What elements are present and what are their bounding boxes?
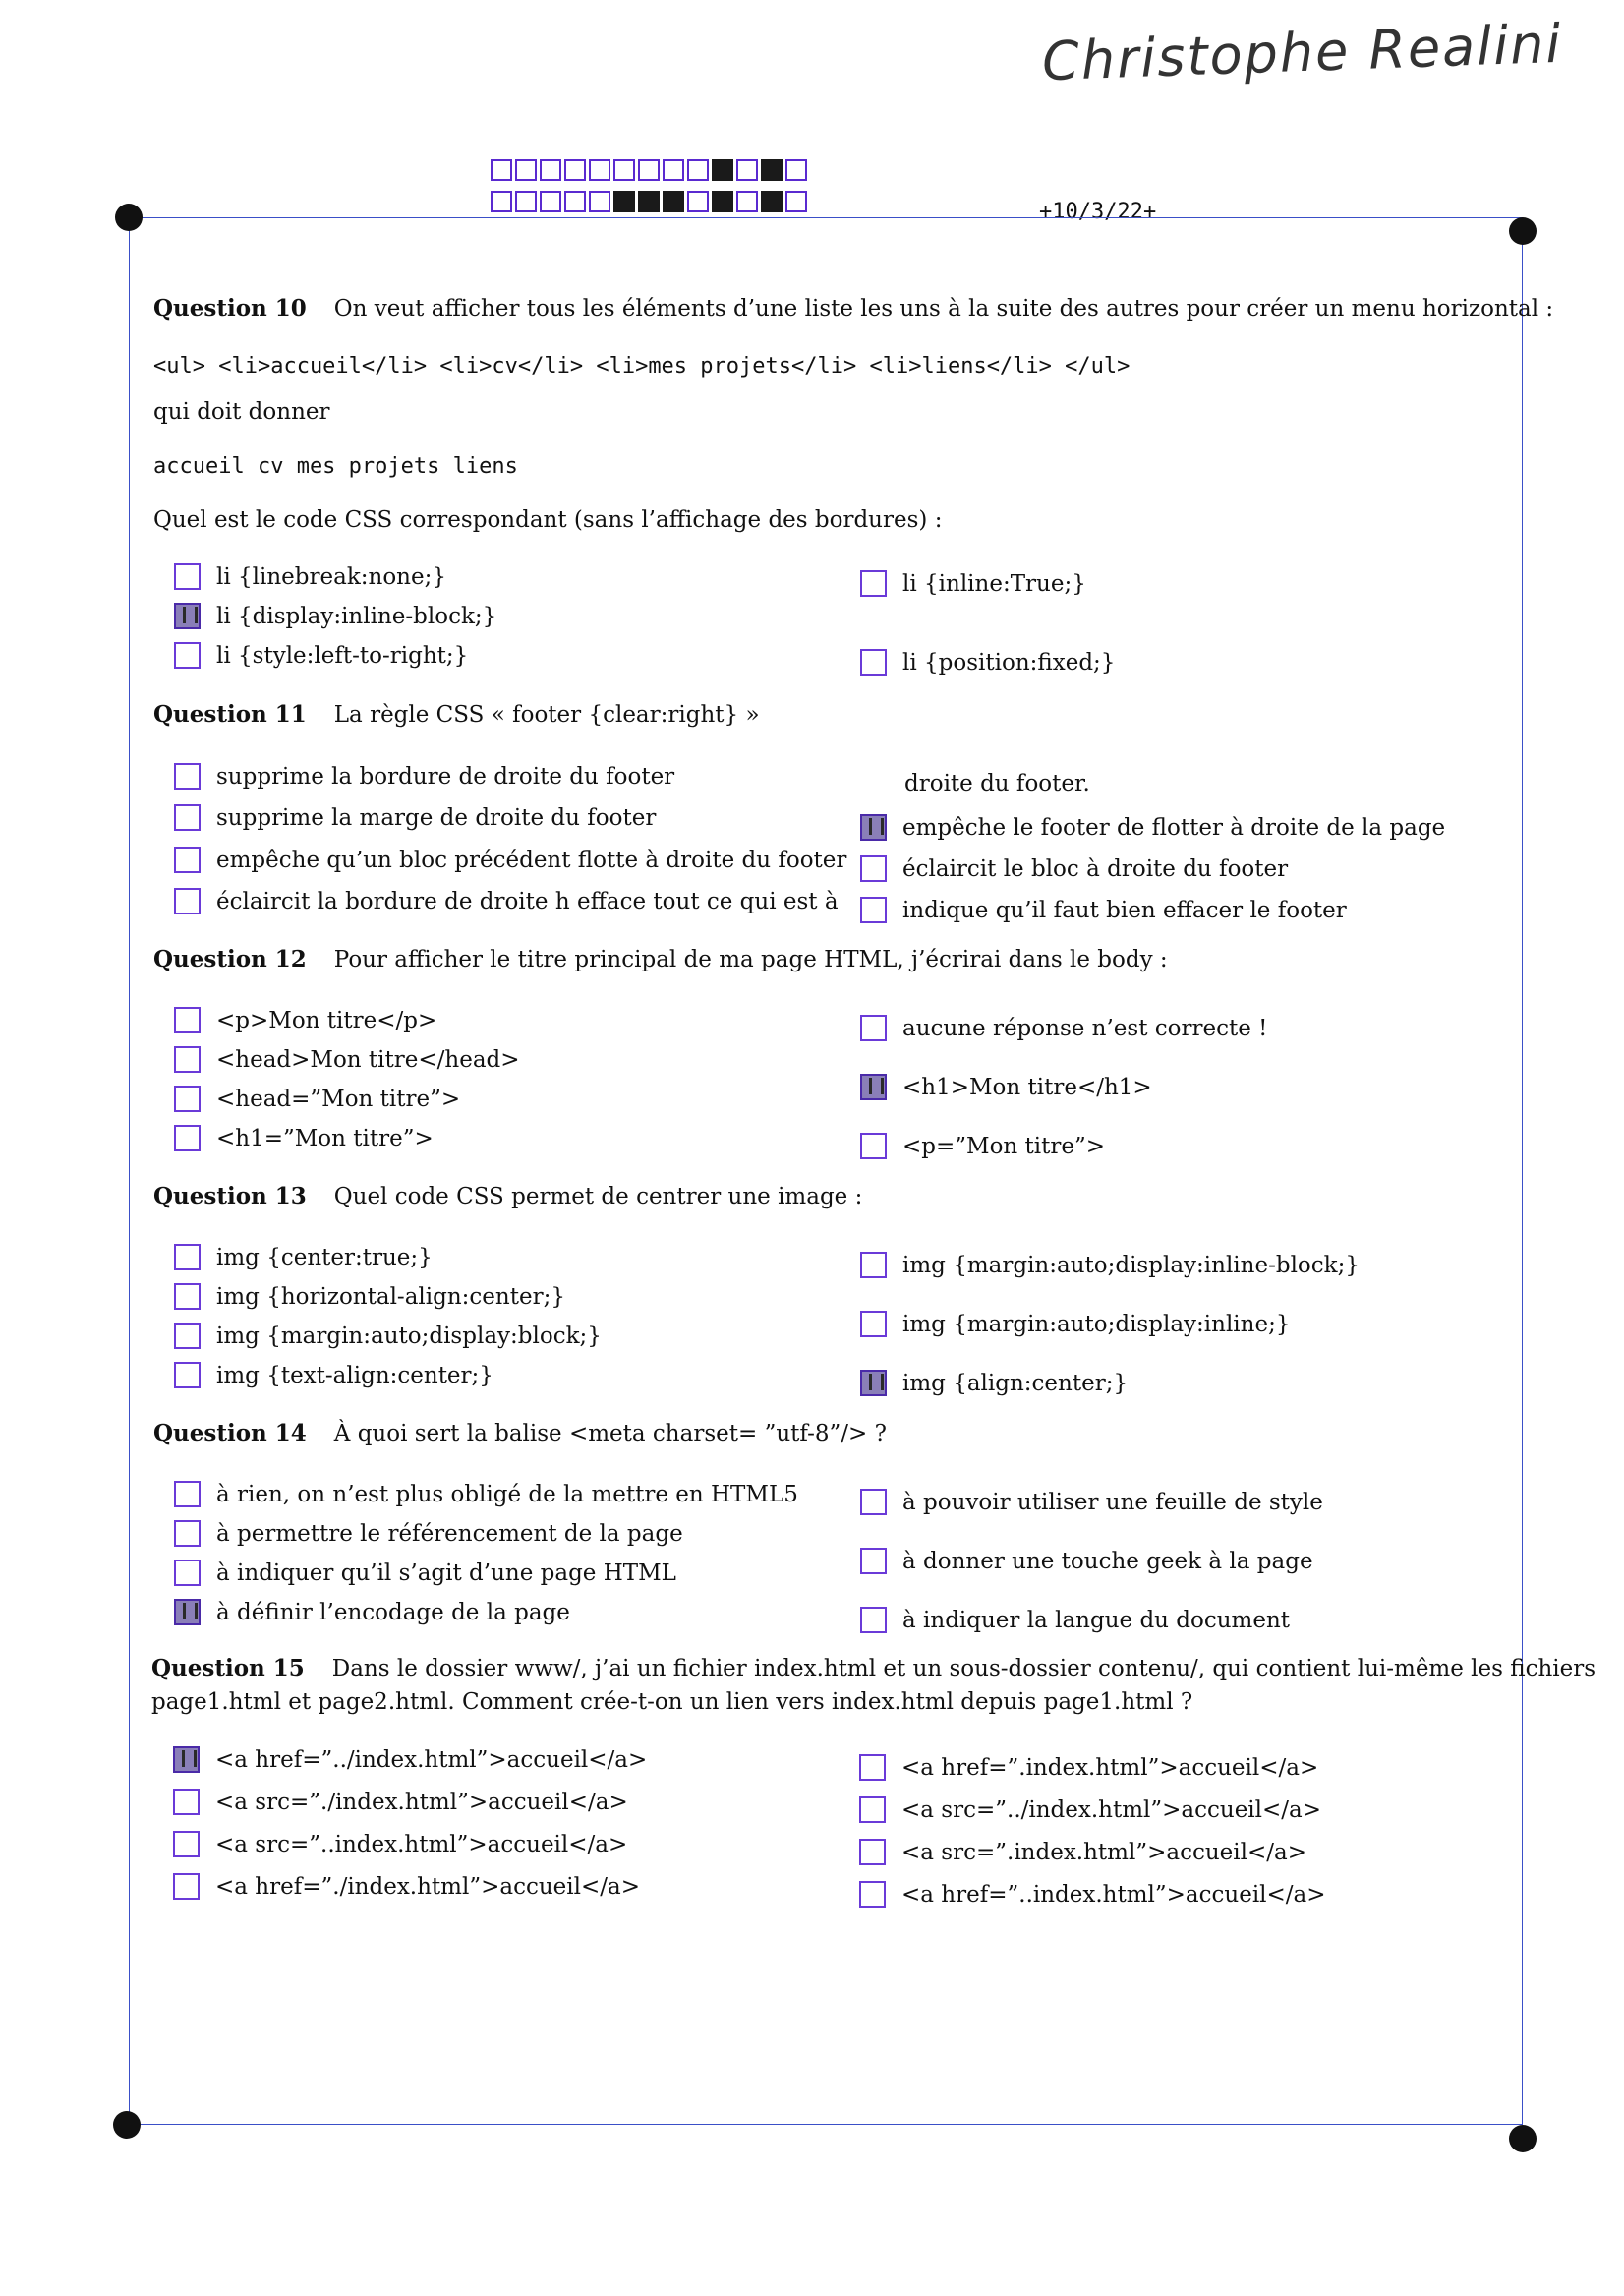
answer-label: empêche qu’un bloc précédent flotte à droite du footer [216, 847, 847, 873]
corner-marker [1509, 217, 1537, 245]
answer-checkbox[interactable] [174, 1560, 201, 1586]
answer-label: <a src=”..index.html”>accueil</a> [215, 1831, 628, 1857]
corner-marker [1509, 2125, 1537, 2152]
answer-label: <head=”Mon titre”> [216, 1086, 461, 1112]
answer-option[interactable] [174, 603, 496, 629]
answer-label: <a src=”../index.html”>accueil</a> [901, 1796, 1322, 1823]
answer-option[interactable] [174, 642, 468, 669]
answer-label: img {margin:auto;display:inline-block;} [902, 1252, 1360, 1278]
answer-label: à définir l’encodage de la page [216, 1599, 570, 1625]
question-prompt: Quel code CSS permet de centrer une image : [333, 1184, 863, 1209]
answer-checkbox[interactable] [174, 1323, 201, 1349]
answer-label: img {margin:auto;display:inline;} [902, 1311, 1291, 1337]
answer-option[interactable] [174, 1125, 434, 1151]
answer-checkbox[interactable] [174, 763, 201, 790]
id-box-empty [515, 159, 537, 181]
answer-checkbox[interactable] [860, 1133, 887, 1159]
answer-option[interactable] [174, 1283, 565, 1310]
answer-checkbox-checked[interactable] [173, 1746, 200, 1773]
answer-label: li {display:inline-block;} [216, 603, 497, 629]
question-prompt: Dans le dossier www/, j’ai un fichier index.html et un sous-dossier contenu/, qui contient lui-même les fichiers [331, 1656, 1596, 1681]
question-prompt: La règle CSS « footer {clear:right} » [333, 702, 760, 728]
answer-label: li {linebreak:none;} [216, 563, 446, 590]
question-14-header [153, 1420, 887, 1446]
answer-label: <a href=”../index.html”>accueil</a> [215, 1746, 648, 1773]
id-box-empty [736, 159, 758, 181]
id-box-empty [687, 159, 709, 181]
answer-option[interactable] [174, 1481, 798, 1507]
id-box-empty [491, 159, 512, 181]
corner-marker [115, 204, 143, 231]
id-box-empty [638, 159, 660, 181]
answer-option[interactable] [860, 1607, 1290, 1633]
answer-option[interactable] [859, 1754, 1318, 1781]
answer-checkbox[interactable] [173, 1873, 200, 1900]
answer-label: à rien, on n’est plus obligé de la mettre en HTML5 [216, 1481, 798, 1507]
answer-checkbox[interactable] [174, 1283, 201, 1310]
id-box-empty [589, 191, 610, 212]
answer-checkbox[interactable] [174, 642, 201, 669]
question-prompt: Pour afficher le titre principal de ma page HTML, j’écrirai dans le body : [333, 947, 1168, 972]
answer-checkbox[interactable] [173, 1789, 200, 1815]
id-box-filled [761, 159, 783, 181]
id-box-empty [540, 191, 561, 212]
id-code-row-2 [491, 191, 810, 212]
answer-label: <h1>Mon titre</h1> [902, 1074, 1152, 1100]
answer-label: <a href=”./index.html”>accueil</a> [215, 1873, 640, 1900]
answer-label: img {text-align:center;} [216, 1362, 493, 1388]
answer-option[interactable] [174, 1362, 493, 1388]
page-stamp: +10/3/22+ [1039, 200, 1157, 224]
question-label: Question 15 [151, 1655, 305, 1681]
answer-option[interactable] [860, 1548, 1313, 1574]
answer-checkbox[interactable] [859, 1839, 886, 1865]
answer-label: li {position:fixed;} [902, 649, 1116, 676]
answer-label: img {horizontal-align:center;} [216, 1283, 565, 1310]
id-box-filled [712, 191, 733, 212]
question-15-header [151, 1655, 1595, 1681]
answer-option[interactable] [860, 1311, 1290, 1337]
answer-checkbox[interactable] [860, 649, 887, 676]
answer-checkbox[interactable] [174, 1086, 201, 1112]
answer-option[interactable] [174, 847, 846, 873]
question-label: Question 12 [153, 946, 307, 972]
answer-option[interactable] [859, 1796, 1321, 1823]
answer-label: à pouvoir utiliser une feuille de style [902, 1489, 1323, 1515]
answer-option[interactable] [860, 1252, 1360, 1278]
answer-label: <a href=”..index.html”>accueil</a> [901, 1881, 1326, 1908]
answer-option[interactable] [173, 1873, 640, 1900]
answer-checkbox[interactable] [860, 1548, 887, 1574]
id-box-empty [515, 191, 537, 212]
question-10-code: <ul> <li>accueil</li> <li>cv</li> <li>mes projets</li> <li>liens</li> </ul> [153, 354, 1131, 379]
answer-label: <h1=”Mon titre”> [216, 1125, 434, 1151]
answer-checkbox[interactable] [174, 1046, 201, 1073]
answer-option[interactable] [174, 1599, 570, 1625]
answer-option[interactable] [860, 649, 1115, 676]
id-box-empty [687, 191, 709, 212]
answer-checkbox[interactable] [174, 1007, 201, 1033]
answer-option[interactable] [860, 1489, 1323, 1515]
answer-checkbox-checked[interactable] [860, 1370, 887, 1396]
answer-option[interactable] [174, 563, 446, 590]
answer-option[interactable] [174, 888, 839, 914]
answer-option[interactable] [860, 1074, 1152, 1100]
answer-checkbox-checked[interactable] [174, 603, 201, 629]
question-label: Question 13 [153, 1183, 307, 1209]
answer-option[interactable] [860, 1015, 1267, 1041]
answer-label: <p=”Mon titre”> [902, 1133, 1106, 1159]
answer-checkbox[interactable] [174, 563, 201, 590]
id-box-empty [564, 159, 586, 181]
id-box-filled [638, 191, 660, 212]
answer-label: aucune réponse n’est correcte ! [902, 1015, 1268, 1041]
answer-checkbox[interactable] [174, 1362, 201, 1388]
handwritten-signature: Christophe Realini [1041, 12, 1564, 93]
answer-option[interactable] [860, 1370, 1128, 1396]
answer-option[interactable] [174, 1007, 436, 1033]
answer-option[interactable] [174, 1323, 602, 1349]
answer-label-continued: droite du footer. [904, 771, 1090, 796]
question-10-header [153, 295, 1553, 322]
answer-option[interactable] [860, 570, 1086, 597]
answer-label: <a href=”.index.html”>accueil</a> [901, 1754, 1319, 1781]
question-label: Question 10 [153, 295, 307, 322]
answer-option[interactable] [173, 1789, 628, 1815]
answer-option[interactable] [174, 1560, 676, 1586]
question-15-prompt-continued: page1.html et page2.html. Comment crée-t-on un lien vers index.html depuis page1.html ? [151, 1689, 1193, 1715]
question-label: Question 11 [153, 701, 307, 728]
answer-label: supprime la bordure de droite du footer [216, 763, 675, 790]
question-label: Question 14 [153, 1420, 307, 1446]
answer-checkbox[interactable] [859, 1754, 886, 1781]
answer-checkbox[interactable] [859, 1881, 886, 1908]
answer-checkbox[interactable] [860, 1252, 887, 1278]
answer-label: <a src=”./index.html”>accueil</a> [215, 1789, 628, 1815]
answer-label: à permettre le référencement de la page [216, 1520, 683, 1547]
answer-option[interactable] [860, 897, 1347, 923]
answer-option[interactable] [860, 814, 1445, 841]
answer-label: <head>Mon titre</head> [216, 1046, 520, 1073]
answer-option[interactable] [173, 1831, 627, 1857]
id-box-empty [736, 191, 758, 212]
answer-option[interactable] [173, 1746, 647, 1773]
corner-marker [113, 2111, 141, 2139]
id-box-empty [540, 159, 561, 181]
question-prompt: On veut afficher tous les éléments d’une liste les uns à la suite des autres pour créer un menu horizontal : [333, 296, 1554, 322]
answer-label: éclaircit la bordure de droite h efface tout ce qui est à [216, 888, 839, 914]
answer-label: img {center:true;} [216, 1244, 433, 1270]
answer-checkbox[interactable] [860, 1311, 887, 1337]
question-13-header [153, 1183, 862, 1209]
id-box-empty [564, 191, 586, 212]
answer-checkbox[interactable] [860, 897, 887, 923]
answer-label: empêche le footer de flotter à droite de la page [902, 814, 1446, 841]
answer-checkbox[interactable] [174, 804, 201, 831]
id-box-filled [663, 191, 684, 212]
answer-checkbox[interactable] [174, 1481, 201, 1507]
id-box-empty [491, 191, 512, 212]
question-prompt: À quoi sert la balise <meta charset= ”utf-8”/> ? [333, 1421, 887, 1446]
id-box-empty [613, 159, 635, 181]
answer-option[interactable] [860, 855, 1288, 882]
answer-label: indique qu’il faut bien effacer le footer [902, 897, 1347, 923]
question-11-header [153, 701, 760, 728]
answer-checkbox[interactable] [173, 1831, 200, 1857]
answer-checkbox[interactable] [860, 855, 887, 882]
id-box-filled [761, 191, 783, 212]
answer-label: à indiquer la langue du document [902, 1607, 1291, 1633]
answer-option[interactable] [174, 1046, 520, 1073]
id-code-row-1 [491, 159, 810, 181]
answer-checkbox-checked[interactable] [174, 1599, 201, 1625]
answer-checkbox[interactable] [174, 888, 201, 914]
question-10-text: qui doit donner [153, 399, 330, 425]
answer-label: supprime la marge de droite du footer [216, 804, 657, 831]
answer-checkbox[interactable] [174, 1520, 201, 1547]
answer-checkbox[interactable] [174, 1125, 201, 1151]
answer-label: img {margin:auto;display:block;} [216, 1323, 602, 1349]
answer-option[interactable] [859, 1839, 1306, 1865]
answer-checkbox-checked[interactable] [860, 814, 887, 841]
answer-checkbox[interactable] [860, 1489, 887, 1515]
answer-option[interactable] [174, 1244, 433, 1270]
answer-checkbox[interactable] [859, 1796, 886, 1823]
answer-label: à donner une touche geek à la page [902, 1548, 1313, 1574]
id-box-filled [613, 191, 635, 212]
answer-checkbox[interactable] [860, 1015, 887, 1041]
answer-checkbox[interactable] [174, 1244, 201, 1270]
answer-label: éclaircit le bloc à droite du footer [902, 855, 1289, 882]
question-10-text: Quel est le code CSS correspondant (sans l’affichage des bordures) : [153, 507, 943, 533]
answer-label: à indiquer qu’il s’agit d’une page HTML [216, 1560, 676, 1586]
question-10-code-result: accueil cv mes projets liens [153, 454, 518, 479]
answer-option[interactable] [860, 1133, 1105, 1159]
id-box-empty [663, 159, 684, 181]
answer-label: img {align:center;} [902, 1370, 1129, 1396]
answer-label: <p>Mon titre</p> [216, 1007, 437, 1033]
id-box-empty [589, 159, 610, 181]
answer-checkbox[interactable] [174, 847, 201, 873]
answer-checkbox[interactable] [860, 1607, 887, 1633]
answer-label: li {style:left-to-right;} [216, 642, 469, 669]
answer-checkbox-checked[interactable] [860, 1074, 887, 1100]
answer-label: li {inline:True;} [902, 570, 1086, 597]
question-12-header [153, 946, 1168, 972]
id-box-empty [785, 191, 807, 212]
answer-option[interactable] [174, 1086, 460, 1112]
id-box-filled [712, 159, 733, 181]
answer-option[interactable] [174, 804, 656, 831]
answer-option[interactable] [174, 763, 674, 790]
id-box-empty [785, 159, 807, 181]
answer-checkbox[interactable] [860, 570, 887, 597]
answer-option[interactable] [174, 1520, 683, 1547]
answer-label: <a src=”.index.html”>accueil</a> [901, 1839, 1306, 1865]
answer-option[interactable] [859, 1881, 1326, 1908]
